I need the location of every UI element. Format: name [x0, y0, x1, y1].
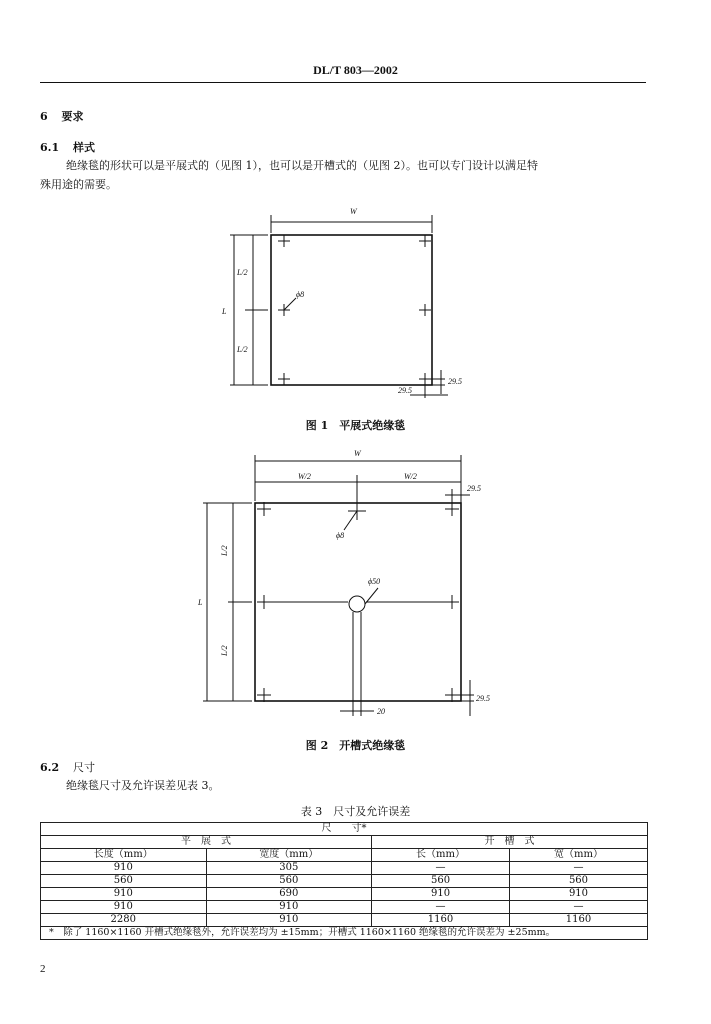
table-cell: —: [509, 862, 647, 875]
paragraph-line: 绝缘毯的形状可以是平展式的（见图 1），也可以是开槽式的（见图 2）。也可以专门设计以满足特: [66, 159, 538, 172]
column-header: 长（mm）: [372, 849, 510, 862]
section-title: 尺寸: [72, 761, 95, 774]
table-header-row: [41, 849, 648, 862]
table-cell: —: [372, 901, 510, 914]
fig2-l-label: L: [198, 598, 203, 607]
table-cell: 910: [41, 888, 207, 901]
section-6-2-heading: [40, 759, 95, 775]
table-cell: —: [372, 862, 510, 875]
table-cell: 560: [41, 875, 207, 888]
table-cell: 910: [206, 901, 372, 914]
fig1-l2-label: L/2: [237, 345, 248, 354]
fig2-w2-label: W/2: [404, 472, 417, 481]
column-header: 宽度（mm）: [206, 849, 372, 862]
page-number: 2: [40, 963, 46, 975]
paragraph-line: 殊用途的需要。: [40, 178, 117, 191]
table-cell: 2280: [41, 914, 207, 927]
column-header: 长度（mm）: [41, 849, 207, 862]
table-cell: 910: [41, 862, 207, 875]
fig1-l-label: L: [222, 307, 227, 316]
table-cell: 560: [509, 875, 647, 888]
fig2-w2-label: W/2: [298, 472, 311, 481]
section-title: 样式: [72, 141, 95, 154]
table-row: [41, 888, 648, 901]
fig1-w-label: W: [350, 207, 357, 216]
table-header: 尺 寸*: [41, 823, 648, 836]
table-row: [41, 901, 648, 914]
table-row: [41, 875, 648, 888]
fig2-diameter-label: ϕ50: [368, 577, 381, 586]
fig2-l2-label: L/2: [220, 645, 229, 656]
figure-1-caption: 图 1 平展式绝缘毯: [305, 419, 406, 432]
section-title: 要求: [61, 110, 84, 123]
table-cell: 1160: [372, 914, 510, 927]
table-cell: 690: [206, 888, 372, 901]
section-number: 6: [40, 110, 48, 123]
column-header: 宽（mm）: [509, 849, 647, 862]
table-cell: 1160: [509, 914, 647, 927]
standard-header: DL/T 803—2002: [313, 63, 398, 77]
table-cell: 560: [372, 875, 510, 888]
fig1-diameter-label: ϕ8: [296, 290, 305, 299]
fig2-w-label: W: [354, 449, 361, 458]
table-header-row: [41, 823, 648, 836]
table-3-caption: 表 3 尺寸及允许误差: [300, 805, 411, 818]
fig1-l2-label: L/2: [237, 268, 248, 277]
fig1-offset-label: 29.5: [398, 386, 412, 395]
fig2-diameter-label: ϕ8: [336, 531, 345, 540]
table-cell: 910: [372, 888, 510, 901]
fig2-slot-label: 20: [377, 707, 385, 716]
table-header-row: [41, 836, 648, 849]
fig2-offset-label: 29.5: [476, 694, 490, 703]
table-cell: 910: [206, 914, 372, 927]
fig2-offset-label: 29.5: [467, 484, 481, 493]
table-group-header: 开 槽 式: [372, 836, 648, 849]
section-number: 6.1: [40, 141, 60, 154]
table-footnote: * 除了 1160×1160 开槽式绝缘毯外，允许误差均为 ±15mm；开槽式 1160×1160 绝缘毯的允许误差为 ±25mm。: [41, 927, 648, 940]
section-number: 6.2: [40, 761, 60, 774]
table-row: [41, 862, 648, 875]
dimensions-table: [40, 822, 648, 940]
figure-2-caption: 图 2 开槽式绝缘毯: [305, 739, 406, 752]
table-note-row: [41, 927, 648, 940]
paragraph-line: 绝缘毯尺寸及允许误差见表 3。: [66, 779, 220, 792]
table-cell: 560: [206, 875, 372, 888]
table-cell: —: [509, 901, 647, 914]
table-cell: 910: [509, 888, 647, 901]
table-cell: 305: [206, 862, 372, 875]
table-cell: 910: [41, 901, 207, 914]
fig1-offset-label: 29.5: [448, 377, 462, 386]
table-row: [41, 914, 648, 927]
table-group-header: 平 展 式: [41, 836, 372, 849]
fig2-l2-label: L/2: [220, 545, 229, 556]
